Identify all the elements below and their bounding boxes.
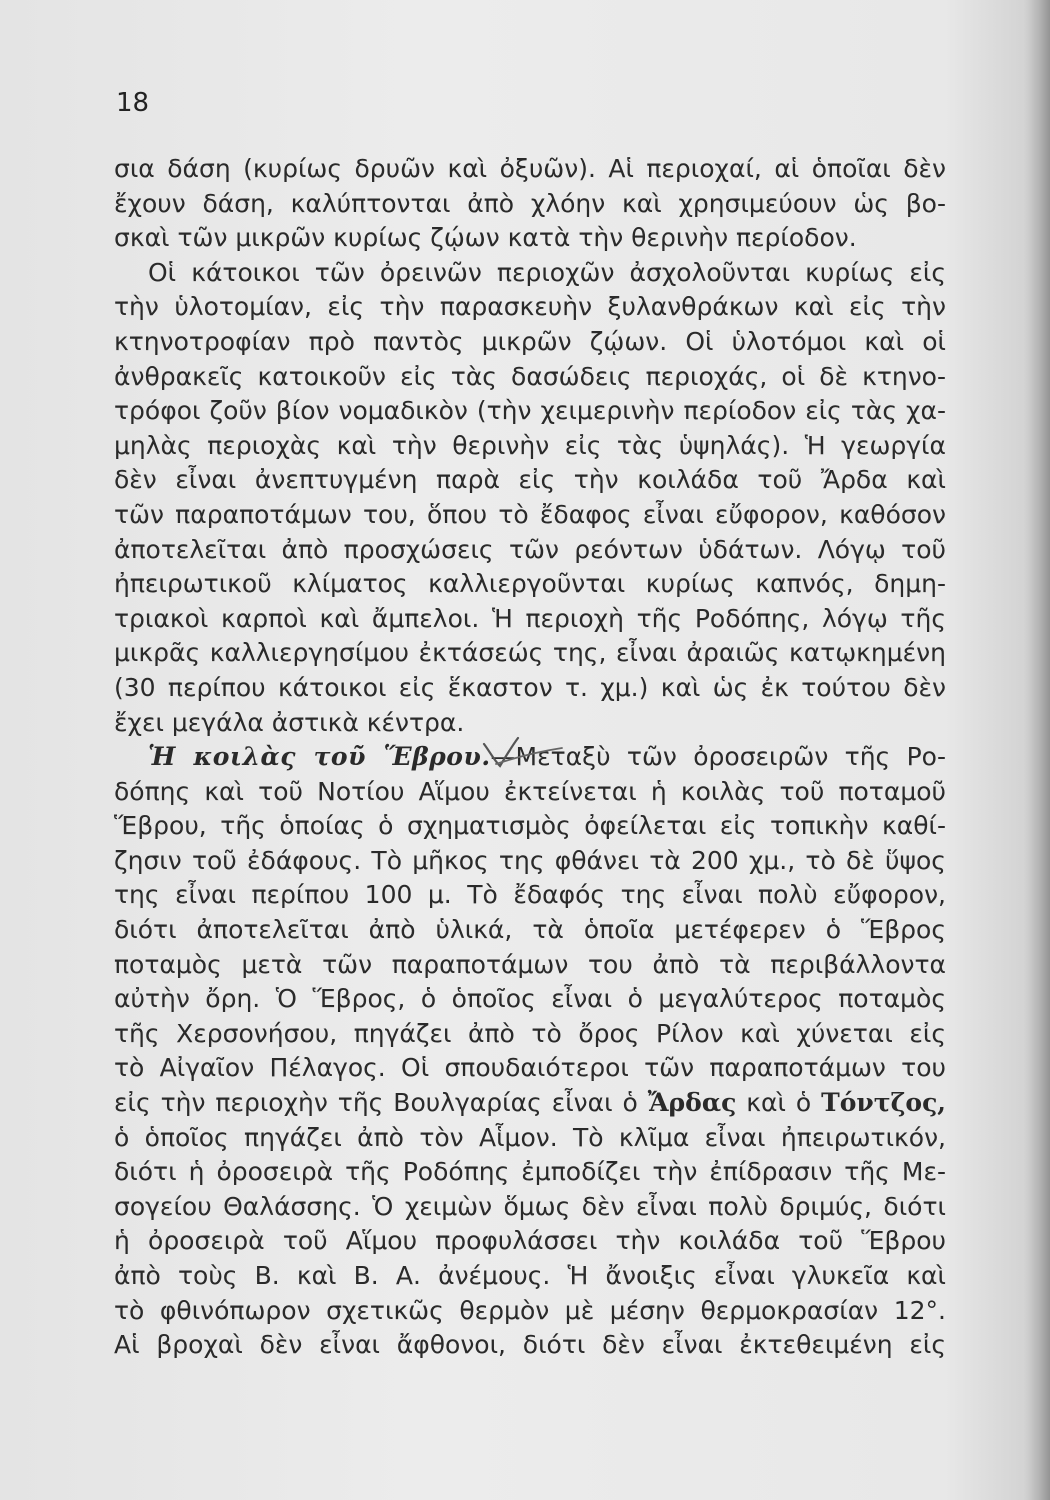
text-line: σια δάση (κυρίως δρυῶν καὶ ὀξυῶν). Αἱ περιοχαί, αἱ ὁποῖαι δὲν (114, 154, 946, 183)
text-line: μικρᾶς καλλιεργησίμου ἐκτάσεώς της, εἶναι ἀραιῶς κατῳκημένη (114, 638, 946, 668)
text-line: τῶν παραποτάμων του, ὅπου τὸ ἔδαφος εἶναι εὔφορον, καθόσον (114, 499, 946, 529)
text-line: σκαὶ τῶν μικρῶν κυρίως ζῴων κατὰ τὴν θερινὴν περίοδον. (114, 223, 857, 253)
text-line: αὐτὴν ὄρη. Ὁ Ἕβρος, ὁ ὁποῖος εἶναι ὁ μεγαλύτερος ποταμὸς (114, 984, 946, 1014)
river-name-ardas: Ἄρδας (647, 1088, 737, 1118)
river-name-tontzos: Τόντζος, (821, 1088, 946, 1118)
text-line: τῆς Χερσονήσου, πηγάζει ἀπὸ τὸ ὄρος Ρίλον καὶ χύνεται εἰς (114, 1018, 946, 1048)
text-line: ἀνθρακεῖς κατοικοῦν εἰς τὰς δασώδεις περιοχάς, οἱ δὲ κτηνο- (114, 361, 946, 391)
section-heading: Ἡ κοιλὰς τοῦ Ἕβρου. (148, 742, 491, 772)
text-segment: εἰς τὴν περιοχὴν τῆς Βουλγαρίας εἶναι ὁ (114, 1088, 648, 1118)
text-line: ἡ ὀροσειρὰ τοῦ Αἵμου προφυλάσσει τὴν κοιλάδα τοῦ Ἕβρου (114, 1226, 946, 1256)
text-line: διότι ἀποτελεῖται ἀπὸ ὑλικά, τὰ ὁποῖα μετέφερεν ὁ Ἕβρος (114, 915, 946, 945)
text-line: Αἱ βροχαὶ δὲν εἶναι ἄφθονοι, διότι δὲν εἶναι ἐκτεθειμένη εἰς (114, 1330, 946, 1360)
text-line: τὴν ὑλοτομίαν, εἰς τὴν παρασκευὴν ξυλανθράκων καὶ εἰς τὴν (114, 292, 946, 322)
text-line: τρόφοι ζοῦν βίον νομαδικὸν (τὴν χειμερινὴν περίοδον εἰς τὰς χα- (114, 396, 946, 426)
text-line: ἀπὸ τοὺς Β. καὶ Β. Α. ἀνέμους. Ἡ ἄνοιξις εἶναι γλυκεῖα καὶ (114, 1261, 946, 1290)
text-line: σογείου Θαλάσσης. Ὁ χειμὼν ὅμως δὲν εἶναι πολὺ δριμύς, διότι (114, 1191, 946, 1221)
text-line: μηλὰς περιοχὰς καὶ τὴν θερινὴν εἰς τὰς ὑψηλάς). Ἡ γεωργία (114, 430, 946, 460)
text-line: ἠπειρωτικοῦ κλίματος καλλιεργοῦνται κυρίως καπνός, δημη- (114, 569, 946, 599)
text-line: ζησιν τοῦ ἐδάφους. Τὸ μῆκος της φθάνει τὰ 200 χμ., τὸ δὲ ὕψος (114, 845, 946, 875)
page-edge-shadow (1024, 0, 1050, 1500)
text-line: της εἶναι περίπου 100 μ. Τὸ ἔδαφός της εἶναι πολὺ εὔφορον, (114, 880, 946, 910)
text-line: (30 περίπου κάτοικοι εἰς ἕκαστον τ. χμ.) καὶ ὡς ἐκ τούτου δὲν (114, 672, 946, 702)
text-line: κτηνοτροφίαν πρὸ παντὸς μικρῶν ζῴων. Οἱ ὑλοτόμοι καὶ οἱ (114, 326, 946, 356)
text-line: ποταμὸς μετὰ τῶν παραποτάμων του ἀπὸ τὰ περιβάλλοντα (114, 949, 946, 979)
text-line: Οἱ κάτοικοι τῶν ὀρεινῶν περιοχῶν ἀσχολοῦνται κυρίως εἰς (148, 257, 946, 287)
section-first-line-rest: —Μεταξὺ τῶν ὀροσειρῶν τῆς Ρο- (490, 742, 946, 772)
text-line: διότι ἡ ὀροσειρὰ τῆς Ροδόπης ἐμποδίζει τὴν ἐπίδρασιν τῆς Με- (114, 1157, 946, 1187)
text-line: δὲν εἶναι ἀνεπτυγμένη παρὰ εἰς τὴν κοιλάδα τοῦ Ἄρδα καὶ (114, 465, 946, 495)
text-line: ἔχει μεγάλα ἀστικὰ κέντρα. (114, 707, 465, 737)
text-line: δόπης καὶ τοῦ Νοτίου Αἵμου ἐκτείνεται ἡ κοιλὰς τοῦ ποταμοῦ (114, 776, 946, 806)
text-line: ὁ ὁποῖος πηγάζει ἀπὸ τὸν Αἷμον. Τὸ κλῖμα εἶναι ἠπειρωτικόν, (114, 1122, 946, 1152)
text-segment: καὶ ὁ (736, 1088, 822, 1118)
text-line: Ἕβρου, τῆς ὁποίας ὁ σχηματισμὸς ὀφείλεται εἰς τοπικὴν καθί- (114, 811, 946, 841)
text-line: τριακοὶ καρποὶ καὶ ἄμπελοι. Ἡ περιοχὴ τῆς Ροδόπης, λόγῳ τῆς (114, 603, 946, 633)
handwritten-check-mark (478, 730, 568, 774)
text-line: τὸ φθινόπωρον σχετικῶς θερμὸν μὲ μέσην θερμοκρασίαν 12°. (114, 1295, 946, 1325)
page-number: 18 (116, 88, 150, 118)
text-line-with-river-names (114, 1086, 946, 1121)
text-line: τὸ Αἰγαῖον Πέλαγος. Οἱ σπουδαιότεροι τῶν παραποτάμων του (114, 1053, 946, 1083)
text-line: ἔχουν δάση, καλύπτονται ἀπὸ χλόην καὶ χρησιμεύουν ὡς βο- (114, 188, 946, 218)
text-line: ἀποτελεῖται ἀπὸ προσχώσεις τῶν ρεόντων ὑδάτων. Λόγῳ τοῦ (114, 534, 946, 564)
